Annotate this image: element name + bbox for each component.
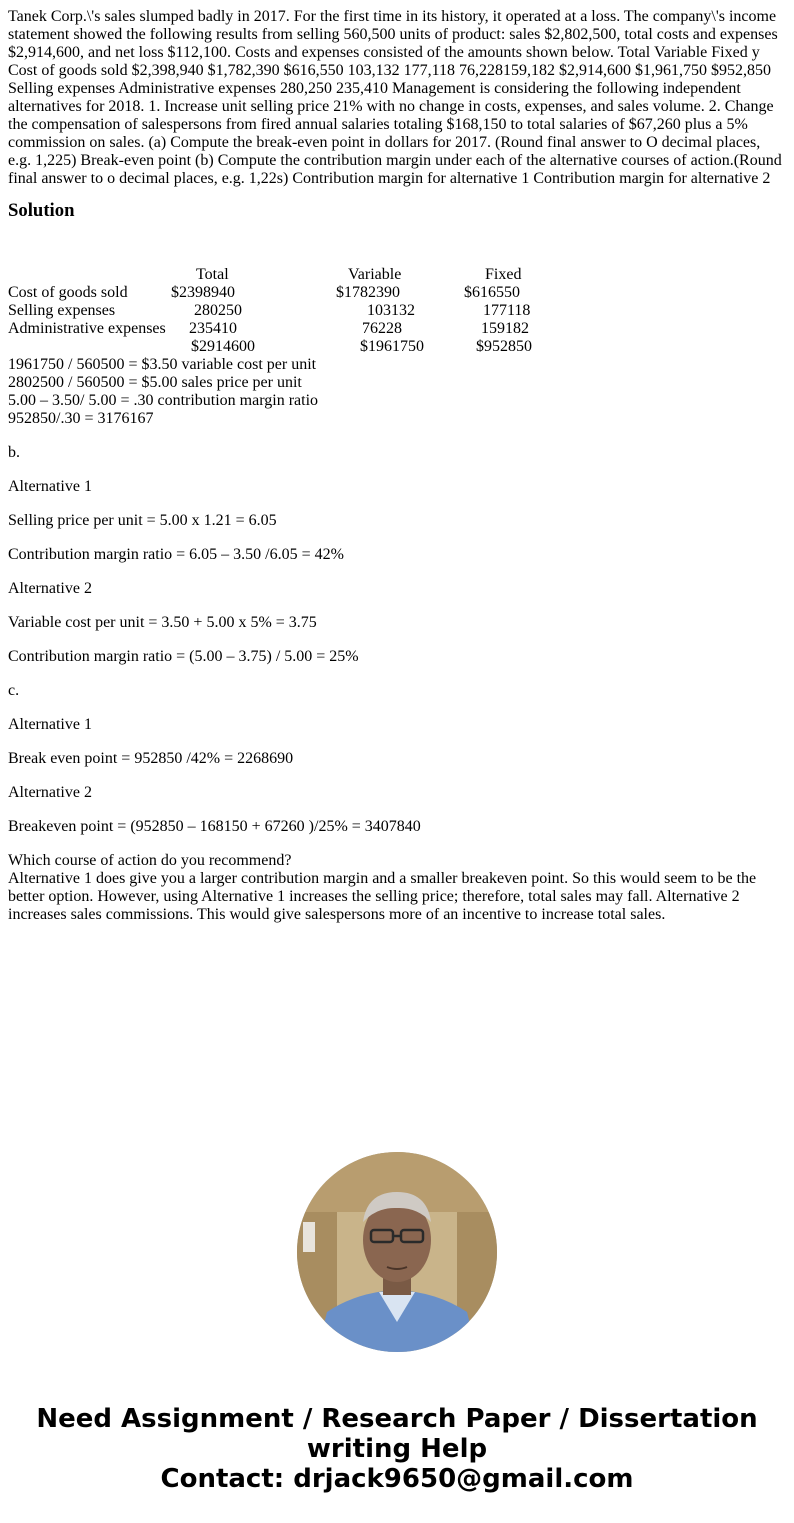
calc-line: 2802500 / 560500 = $5.00 sales price per unit (8, 374, 302, 391)
footer-line: Need Assignment / Research Paper / Dissertation (36, 1404, 758, 1434)
calc-line: 952850/.30 = 3176167 (8, 410, 154, 427)
calc-line: 5.00 – 3.50/ 5.00 = .30 contribution margin ratio (8, 392, 319, 409)
recommendation-question: Which course of action do you recommend? (8, 852, 292, 869)
table-header-cell: Fixed (485, 266, 522, 283)
table-row-label: Administrative expenses (8, 320, 166, 337)
table-cell-total: 280250 (194, 302, 242, 319)
table-cell-fixed: $616550 (464, 284, 520, 301)
table-cell-variable: $1782390 (336, 284, 400, 301)
table-header-cell: Total (196, 266, 229, 283)
table-header-cell: Variable (348, 266, 402, 283)
table-cell-fixed: $952850 (476, 338, 532, 355)
author-portrait-illustration (297, 1152, 497, 1352)
part-b-alt1-line2: Contribution margin ratio = 6.05 – 3.50 /6.05 = 42% (8, 546, 344, 563)
footer-line: writing Help (306, 1434, 488, 1464)
part-b-alt1-title: Alternative 1 (8, 478, 92, 495)
part-c-alt2-line: Breakeven point = (952850 – 168150 + 67260 )/25% = 3407840 (8, 818, 421, 835)
table-cell-variable: $1961750 (360, 338, 424, 355)
part-c-alt2-title: Alternative 2 (8, 784, 92, 801)
table-row (8, 284, 532, 302)
table-cell-variable: 103132 (367, 302, 415, 319)
part-c-alt1-title: Alternative 1 (8, 716, 92, 733)
footer-contact: Contact: drjack9650@gmail.com (160, 1464, 634, 1494)
solution-heading: Solution (8, 200, 75, 221)
table-header-row (8, 266, 532, 284)
footer-banner (0, 1404, 794, 1494)
part-b-alt2-line2: Contribution margin ratio = (5.00 – 3.75) / 5.00 = 25% (8, 648, 359, 665)
table-row (8, 302, 532, 320)
part-b-label: b. (8, 444, 20, 461)
cost-table (8, 266, 532, 356)
question-text: Tanek Corp.\'s sales slumped badly in 2017. For the first time in its history, it operated at a loss. The company\'s income statement showed the following results from selling 560,500 units of product: sales $2,802,500, total costs and expenses $2,914,600, and net loss $112,100. Costs and expenses consisted of the amounts shown below. Total Variable Fixed y Cost of goods sold $2,398,940 $1,782,390 $616,550 103,132 177,118 76,228159,182 $2,914,600 $1,961,750 $952,850 Selling expenses Administrative expenses 280,250 235,410 Management is considering the following independent alternatives for 2018. 1. Increase unit selling price 21% with no change in costs, expenses, and sales volume. 2. Change the compensation of salespersons from fired annual salaries totaling $168,150 to total salaries of $67,260 plus a 5% commission on sales. (a) Compute the break-even point in dollars for 2017. (Round final answer to O decimal places, e.g. 1,225) Break-even point (b) Compute the contribution margin under each of the alternative courses of action.(Round final answer to o decimal places, e.g. 1,22s) Contribution margin for alternative 1 Contribution margin for alternative 2 (8, 8, 782, 187)
table-header-cell (8, 266, 171, 284)
part-b-alt2-title: Alternative 2 (8, 580, 92, 597)
table-row-label: Selling expenses (8, 302, 116, 319)
table-row (8, 320, 532, 338)
solution-body (8, 266, 786, 924)
recommendation-answer: Alternative 1 does give you a larger contribution margin and a smaller breakeven point. So this would seem to be the better option. However, using Alternative 1 increases the selling price; therefore, total sales may fall. Alternative 2 increases sales commissions. This would give salespersons more of an incentive to increase total sales. (8, 870, 757, 923)
part-b-alt1-line1: Selling price per unit = 5.00 x 1.21 = 6.05 (8, 512, 277, 529)
table-cell-variable: 76228 (362, 320, 402, 337)
table-row-label: Cost of goods sold (8, 284, 128, 301)
table-cell-fixed: 177118 (483, 302, 531, 319)
table-row-label (8, 338, 171, 356)
table-cell-total: $2914600 (191, 338, 255, 355)
author-photo (297, 1152, 497, 1352)
calc-line: 1961750 / 560500 = $3.50 variable cost per unit (8, 356, 317, 373)
part-b-alt2-line1: Variable cost per unit = 3.50 + 5.00 x 5% = 3.75 (8, 614, 317, 631)
table-row-total (8, 338, 532, 356)
table-cell-fixed: 159182 (481, 320, 529, 337)
part-c-alt1-line: Break even point = 952850 /42% = 2268690 (8, 750, 294, 767)
table-cell-total: 235410 (189, 320, 237, 337)
part-c-label: c. (8, 682, 20, 699)
document-content (8, 8, 786, 924)
table-cell-total: $2398940 (171, 284, 235, 301)
